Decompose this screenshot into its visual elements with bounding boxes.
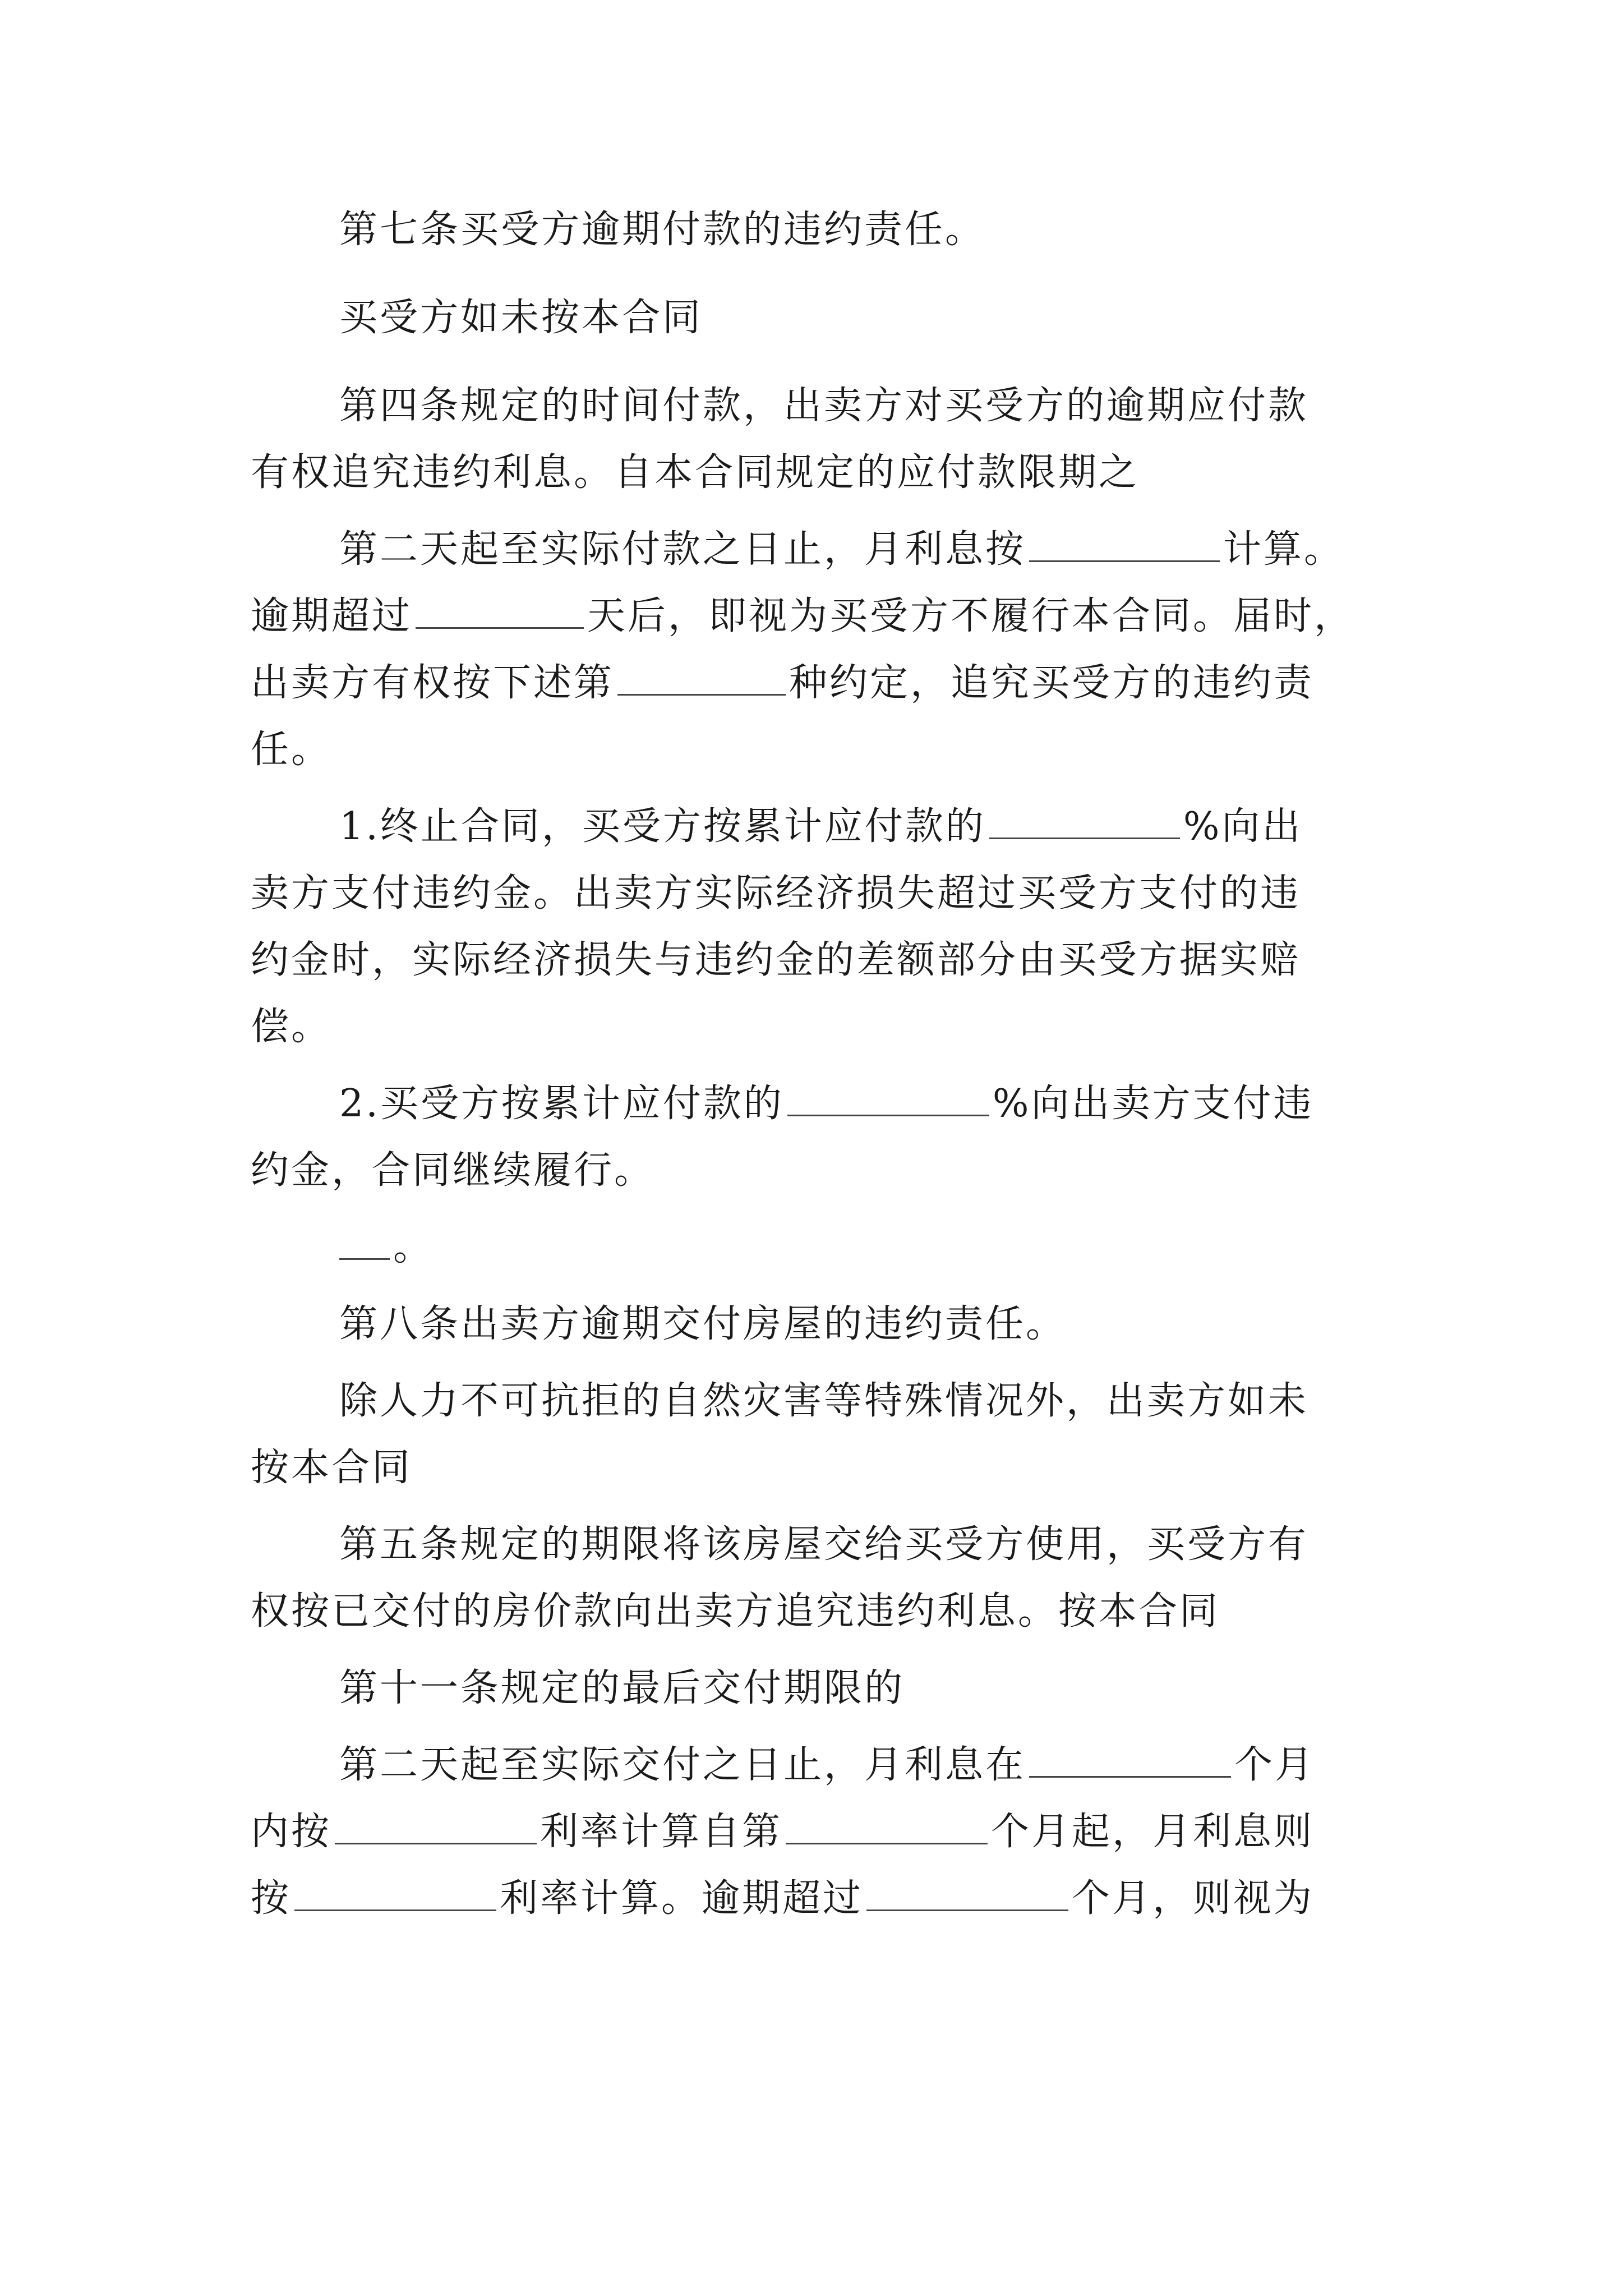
fill-blank[interactable] (617, 662, 786, 696)
text: 。 (393, 1225, 434, 1269)
text: 第五条规定的期限将该房屋交给买受方使用，买受方有 (339, 1522, 1309, 1567)
fill-blank[interactable] (294, 1878, 496, 1911)
text: 任。 (251, 728, 332, 772)
text: 第四条规定的时间付款，出卖方对买受方的逾期应付款 (339, 384, 1309, 428)
text: 权按已交付的房价款向出卖方追究违约利息。按本合同 (251, 1589, 1220, 1634)
paragraph-line (339, 296, 703, 341)
text: 按本合同 (251, 1446, 413, 1490)
text: 买受方如未按本合同 (339, 296, 703, 340)
paragraph-line (251, 1810, 1314, 1855)
paragraph-line (251, 1446, 412, 1490)
text: 个月 (1234, 1743, 1316, 1787)
paragraph-line (251, 938, 1301, 983)
paragraph-line (251, 1589, 1220, 1634)
fill-blank[interactable] (339, 1227, 390, 1260)
fill-blank[interactable] (416, 596, 584, 629)
text: 有权追究违约利息。自本合同规定的应付款限期之 (251, 450, 1140, 495)
fill-blank[interactable] (1029, 1745, 1231, 1778)
text: %向出 (1183, 804, 1303, 849)
fill-blank[interactable] (787, 1083, 989, 1116)
paragraph-line (339, 1379, 1308, 1424)
paragraph-line (251, 1876, 1314, 1921)
fill-blank[interactable] (866, 1878, 1068, 1911)
text: 偿。 (251, 1005, 332, 1049)
paragraph-line (339, 1225, 434, 1270)
text: 第二天起至实际交付之日止，月利息在 (339, 1743, 1026, 1787)
paragraph-line (339, 1743, 1315, 1788)
text: 1.终止合同，买受方按累计应付款的 (339, 804, 986, 849)
text: 第二天起至实际付款之日止，月利息按 (339, 527, 1026, 572)
text: 按 (251, 1876, 292, 1921)
text: 内按 (251, 1810, 332, 1854)
text: 逾期超过 (251, 594, 413, 638)
paragraph-line (251, 1148, 654, 1193)
fill-blank[interactable] (1029, 529, 1220, 562)
paragraph-line (339, 384, 1308, 429)
text: 卖方支付违约金。出卖方实际经济损失超过买受方支付的违 (251, 871, 1301, 915)
paragraph-line (251, 450, 1139, 495)
paragraph-line (339, 1522, 1308, 1567)
text: 除人力不可抗拒的自然灾害等特殊情况外，出卖方如未 (339, 1379, 1309, 1423)
paragraph-line (251, 728, 331, 772)
article-7-heading (339, 208, 985, 252)
paragraph-line (339, 527, 1344, 572)
text: 约金，合同继续履行。 (251, 1148, 655, 1193)
text: 利率计算自第 (540, 1810, 783, 1854)
paragraph-line (251, 871, 1301, 916)
text: 第十一条规定的最后交付期限的 (339, 1666, 905, 1710)
text: 约金时，实际经济损失与违约金的差额部分由买受方据实赔 (251, 938, 1301, 982)
paragraph-line (339, 1666, 905, 1711)
text: 出卖方有权按下述第 (251, 661, 615, 705)
paragraph-line (339, 1082, 1314, 1126)
article-8-heading (339, 1302, 1066, 1347)
text: %向出卖方支付违 (992, 1082, 1314, 1126)
text: 第八条出卖方逾期交付房屋的违约责任。 (339, 1302, 1067, 1346)
text: 种约定，追究买受方的违约责 (789, 661, 1315, 705)
paragraph-line (339, 804, 1303, 849)
text: 个月，则视为 (1072, 1876, 1315, 1921)
fill-blank[interactable] (335, 1811, 537, 1844)
text: 天后，即视为买受方不履行本合同。届时， (587, 594, 1355, 638)
fill-blank[interactable] (786, 1811, 988, 1844)
paragraph-line (251, 1005, 331, 1050)
paragraph-line (251, 594, 1354, 639)
text: 利率计算。逾期超过 (500, 1876, 864, 1921)
text: 计算。 (1223, 527, 1345, 572)
text: 第七条买受方逾期付款的违约责任。 (339, 208, 986, 252)
paragraph-line (251, 661, 1314, 706)
text: 个月起，月利息则 (991, 1810, 1315, 1854)
fill-blank[interactable] (989, 806, 1180, 839)
text: 2.买受方按累计应付款的 (339, 1082, 784, 1126)
